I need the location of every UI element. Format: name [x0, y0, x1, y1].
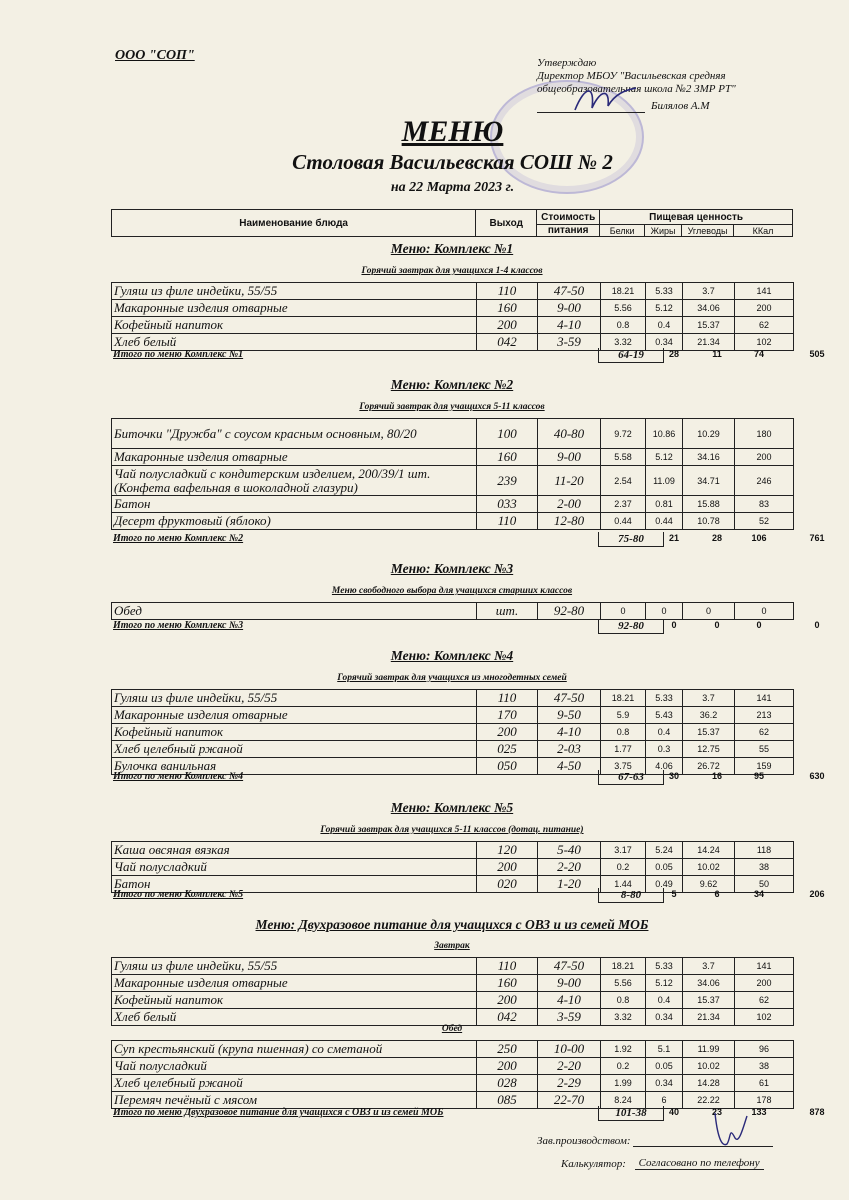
- dish-price: 9-00: [538, 449, 601, 466]
- total-proteins: 5: [671, 889, 677, 899]
- dish-price: 2-29: [538, 1075, 601, 1092]
- menu-table: [111, 282, 794, 351]
- dish-output: 160: [477, 975, 538, 992]
- dish-fats: 4.06: [646, 758, 683, 775]
- dish-proteins: 18.21: [601, 958, 646, 975]
- dish-output: 160: [477, 449, 538, 466]
- total-kcal: 206: [809, 889, 825, 899]
- dish-carbs: 3.7: [683, 958, 735, 975]
- subgroup-title: Горячий завтрак для учащихся 1-4 классов: [361, 266, 543, 276]
- table-row: [112, 300, 794, 317]
- dish-kcal: 55: [735, 741, 794, 758]
- dish-kcal: 102: [735, 1009, 794, 1026]
- dish-carbs: 34.16: [683, 449, 735, 466]
- menu-date: на 22 Марта 2023 г.: [390, 180, 515, 195]
- dish-fats: 0.34: [646, 1009, 683, 1026]
- dish-proteins: 5.56: [601, 975, 646, 992]
- dish-name: Хлеб целебный ржаной: [112, 1075, 477, 1092]
- dish-fats: 0.05: [646, 1058, 683, 1075]
- section-total: [111, 348, 825, 364]
- menu-table: [111, 957, 794, 1026]
- dish-name: Гуляш из филе индейки, 55/55: [112, 958, 477, 975]
- total-label: Итого по меню Комплекс №2: [113, 533, 244, 544]
- dish-fats: 5.12: [646, 975, 683, 992]
- dish-output: 020: [477, 876, 538, 893]
- total-carbs: 74: [753, 349, 764, 359]
- total-kcal: 0: [814, 620, 820, 630]
- dish-fats: 0.81: [646, 496, 683, 513]
- dish-carbs: 14.28: [683, 1075, 735, 1092]
- dish-fats: 10.86: [646, 419, 683, 449]
- header-fats: Жиры: [645, 225, 682, 237]
- dish-carbs: 21.34: [683, 334, 735, 351]
- dish-price: 4-10: [538, 992, 601, 1009]
- dish-name: Батон: [112, 876, 477, 893]
- dish-carbs: 15.37: [683, 992, 735, 1009]
- dish-kcal: 96: [735, 1041, 794, 1058]
- dish-output: 033: [477, 496, 538, 513]
- section-title: Меню: Комплекс №1: [390, 241, 514, 256]
- total-fats: 28: [711, 533, 722, 543]
- dish-kcal: 50: [735, 876, 794, 893]
- dish-output: 200: [477, 317, 538, 334]
- dish-carbs: 10.02: [683, 859, 735, 876]
- dish-price: 2-20: [538, 1058, 601, 1075]
- dish-output: 110: [477, 283, 538, 300]
- dish-carbs: 34.71: [683, 466, 735, 496]
- total-proteins: 28: [668, 349, 679, 359]
- total-sum: 8-80: [598, 888, 664, 903]
- dish-kcal: 62: [735, 724, 794, 741]
- dish-kcal: 38: [735, 1058, 794, 1075]
- dish-kcal: 200: [735, 975, 794, 992]
- dish-carbs: 3.7: [683, 690, 735, 707]
- dish-proteins: 2.54: [601, 466, 646, 496]
- dish-price: 47-50: [538, 958, 601, 975]
- dish-fats: 5.33: [646, 283, 683, 300]
- dish-output: 110: [477, 958, 538, 975]
- total-fats: 16: [711, 771, 722, 781]
- dish-carbs: 12.75: [683, 741, 735, 758]
- total-kcal: 505: [809, 349, 825, 359]
- dish-output: 200: [477, 992, 538, 1009]
- dish-fats: 0.4: [646, 317, 683, 334]
- subgroup-title: Завтрак: [434, 941, 470, 951]
- page-title: МЕНЮ: [401, 115, 504, 148]
- table-row: [112, 513, 794, 530]
- dish-carbs: 15.88: [683, 496, 735, 513]
- dish-proteins: 2.37: [601, 496, 646, 513]
- dish-price: 3-59: [538, 334, 601, 351]
- dish-kcal: 141: [735, 283, 794, 300]
- dish-price: 47-50: [538, 283, 601, 300]
- table-header: [111, 209, 793, 237]
- dish-fats: 5.33: [646, 958, 683, 975]
- total-sum: 101-38: [598, 1106, 664, 1121]
- total-label: Итого по меню Комплекс №4: [113, 771, 244, 782]
- table-row: [112, 842, 794, 859]
- dish-carbs: 10.29: [683, 419, 735, 449]
- subgroup-title: Обед: [441, 1024, 463, 1034]
- menu-table: [111, 689, 794, 775]
- section-title: Меню: Комплекс №5: [390, 800, 514, 815]
- dish-carbs: 34.06: [683, 300, 735, 317]
- dish-fats: 0.49: [646, 876, 683, 893]
- dish-name: Биточки "Дружба" с соусом красным основным, 80/20: [112, 419, 477, 449]
- dish-price: 9-00: [538, 975, 601, 992]
- dish-price: 5-40: [538, 842, 601, 859]
- dish-proteins: 3.32: [601, 1009, 646, 1026]
- dish-price: 4-50: [538, 758, 601, 775]
- organization-name: ООО "СОП": [115, 48, 195, 63]
- dish-price: 1-20: [538, 876, 601, 893]
- header-proteins: Белки: [600, 225, 645, 237]
- manager-label: Зав.производством:: [537, 1135, 631, 1147]
- section-total: [111, 619, 820, 635]
- dish-output: шт.: [477, 603, 538, 620]
- dish-proteins: 3.17: [601, 842, 646, 859]
- dish-fats: 5.12: [646, 449, 683, 466]
- dish-carbs: 15.37: [683, 317, 735, 334]
- dish-carbs: 9.62: [683, 876, 735, 893]
- dish-output: 100: [477, 419, 538, 449]
- dish-output: 110: [477, 690, 538, 707]
- dish-kcal: 38: [735, 859, 794, 876]
- dish-price: 22-70: [538, 1092, 601, 1109]
- dish-kcal: 178: [735, 1092, 794, 1109]
- dish-proteins: 0.8: [601, 317, 646, 334]
- page-subtitle: Столовая Васильевская СОШ № 2: [292, 150, 613, 174]
- dish-kcal: 141: [735, 958, 794, 975]
- total-sum: 67-63: [598, 770, 664, 785]
- table-row: [112, 1058, 794, 1075]
- total-kcal: 630: [809, 771, 825, 781]
- manager-signature: [705, 1108, 755, 1153]
- subgroup-title: Горячий завтрак для учащихся 5-11 классов (дотац. питание): [320, 825, 584, 835]
- dish-carbs: 10.02: [683, 1058, 735, 1075]
- dish-fats: 0.34: [646, 334, 683, 351]
- dish-proteins: 0.8: [601, 992, 646, 1009]
- menu-table: [111, 841, 794, 893]
- dish-kcal: 83: [735, 496, 794, 513]
- dish-fats: 0.44: [646, 513, 683, 530]
- dish-fats: 0.34: [646, 1075, 683, 1092]
- dish-name: Кофейный напиток: [112, 992, 477, 1009]
- dish-price: 9-50: [538, 707, 601, 724]
- dish-name: Чай полусладкий: [112, 859, 477, 876]
- dish-proteins: 0.44: [601, 513, 646, 530]
- total-fats: 11: [712, 349, 722, 359]
- dish-carbs: 21.34: [683, 1009, 735, 1026]
- total-carbs: 133: [751, 1107, 767, 1117]
- table-row: [112, 1041, 794, 1058]
- dish-output: 042: [477, 334, 538, 351]
- dish-proteins: 3.75: [601, 758, 646, 775]
- dish-proteins: 5.56: [601, 300, 646, 317]
- dish-output: 239: [477, 466, 538, 496]
- dish-proteins: 3.32: [601, 334, 646, 351]
- dish-output: 170: [477, 707, 538, 724]
- total-fats: 6: [714, 889, 720, 899]
- section-title: Меню: Комплекс №2: [390, 377, 514, 392]
- dish-price: 10-00: [538, 1041, 601, 1058]
- dish-price: 3-59: [538, 1009, 601, 1026]
- dish-kcal: 213: [735, 707, 794, 724]
- dish-kcal: 102: [735, 334, 794, 351]
- header-cost-sub: питания: [537, 225, 600, 237]
- dish-carbs: 14.24: [683, 842, 735, 859]
- header-output: Выход: [476, 210, 537, 237]
- dish-fats: 0.4: [646, 992, 683, 1009]
- dish-fats: 5.43: [646, 707, 683, 724]
- dish-proteins: 1.99: [601, 1075, 646, 1092]
- dish-name: Хлеб целебный ржаной: [112, 741, 477, 758]
- dish-kcal: 200: [735, 449, 794, 466]
- table-row: [112, 1075, 794, 1092]
- dish-name: Чай полусладкий: [112, 1058, 477, 1075]
- dish-output: 085: [477, 1092, 538, 1109]
- dish-carbs: 34.06: [683, 975, 735, 992]
- dish-proteins: 5.58: [601, 449, 646, 466]
- dish-output: 200: [477, 1058, 538, 1075]
- dish-proteins: 1.77: [601, 741, 646, 758]
- dish-name: Макаронные изделия отварные: [112, 300, 477, 317]
- approver-name: Билялов А.М: [651, 100, 710, 112]
- table-row: [112, 741, 794, 758]
- dish-fats: 5.33: [646, 690, 683, 707]
- dish-fats: 5.24: [646, 842, 683, 859]
- dish-name: Перемяч печёный с мясом: [112, 1092, 477, 1109]
- dish-proteins: 0.2: [601, 859, 646, 876]
- table-row: [112, 859, 794, 876]
- dish-name: Макаронные изделия отварные: [112, 449, 477, 466]
- dish-kcal: 246: [735, 466, 794, 496]
- table-row: [112, 690, 794, 707]
- table-row: [112, 283, 794, 300]
- section-title: Меню: Двухразовое питание для учащихся с ОВЗ и из семей МОБ: [255, 917, 649, 932]
- subgroup-title: Горячий завтрак для учащихся из многодетных семей: [337, 673, 567, 683]
- dish-proteins: 0.2: [601, 1058, 646, 1075]
- dish-kcal: 52: [735, 513, 794, 530]
- dish-kcal: 62: [735, 317, 794, 334]
- subgroup-title: Горячий завтрак для учащихся 5-11 классов: [359, 402, 545, 412]
- dish-kcal: 62: [735, 992, 794, 1009]
- total-proteins: 40: [668, 1107, 679, 1117]
- dish-proteins: 1.44: [601, 876, 646, 893]
- total-carbs: 106: [751, 533, 767, 543]
- dish-kcal: 0: [735, 603, 794, 620]
- dish-carbs: 36.2: [683, 707, 735, 724]
- total-kcal: 878: [809, 1107, 825, 1117]
- table-row: [112, 724, 794, 741]
- dish-output: 200: [477, 724, 538, 741]
- dish-name: Гуляш из филе индейки, 55/55: [112, 690, 477, 707]
- dish-name: Десерт фруктовый (яблоко): [112, 513, 477, 530]
- total-label: Итого по меню Двухразовое питание для учащихся с ОВЗ и из семей МОБ: [113, 1107, 444, 1118]
- total-proteins: 21: [668, 533, 679, 543]
- dish-kcal: 180: [735, 419, 794, 449]
- dish-output: 200: [477, 859, 538, 876]
- dish-proteins: 0.8: [601, 724, 646, 741]
- dish-name: Гуляш из филе индейки, 55/55: [112, 283, 477, 300]
- dish-fats: 11.09: [646, 466, 683, 496]
- table-row: [112, 419, 794, 449]
- total-fats: 0: [714, 620, 720, 630]
- total-sum: 75-80: [598, 532, 664, 547]
- calculator-value: Согласовано по телефону: [635, 1157, 764, 1170]
- dish-kcal: 61: [735, 1075, 794, 1092]
- dish-price: 2-03: [538, 741, 601, 758]
- dish-proteins: 5.9: [601, 707, 646, 724]
- dish-price: 12-80: [538, 513, 601, 530]
- dish-fats: 0.4: [646, 724, 683, 741]
- header-nutrition: Пищевая ценность: [600, 210, 793, 225]
- dish-name: Кофейный напиток: [112, 317, 477, 334]
- dish-output: 025: [477, 741, 538, 758]
- dish-price: 4-10: [538, 317, 601, 334]
- total-fats: 23: [711, 1107, 722, 1117]
- dish-name: Батон: [112, 496, 477, 513]
- dish-carbs: 10.78: [683, 513, 735, 530]
- dish-kcal: 159: [735, 758, 794, 775]
- table-row: [112, 1009, 794, 1026]
- section-total: [111, 1106, 825, 1122]
- dish-price: 2-00: [538, 496, 601, 513]
- menu-table: [111, 602, 794, 620]
- dish-fats: 6: [646, 1092, 683, 1109]
- table-row: [112, 707, 794, 724]
- table-row: [112, 958, 794, 975]
- dish-fats: 5.1: [646, 1041, 683, 1058]
- header-name: Наименование блюда: [112, 210, 476, 237]
- dish-kcal: 141: [735, 690, 794, 707]
- dish-carbs: 22.22: [683, 1092, 735, 1109]
- table-row: [112, 603, 794, 620]
- dish-name: Макаронные изделия отварные: [112, 975, 477, 992]
- dish-price: 40-80: [538, 419, 601, 449]
- dish-fats: 0.05: [646, 859, 683, 876]
- total-label: Итого по меню Комплекс №3: [113, 620, 244, 631]
- dish-carbs: 26.72: [683, 758, 735, 775]
- dish-name: Суп крестьянский (крупа пшенная) со сметаной: [112, 1041, 477, 1058]
- total-label: Итого по меню Комплекс №1: [113, 349, 244, 360]
- dish-proteins: 9.72: [601, 419, 646, 449]
- section-title: Меню: Комплекс №3: [390, 561, 514, 576]
- total-label: Итого по меню Комплекс №5: [113, 889, 244, 900]
- calculator: [561, 1157, 764, 1170]
- director-signature: [570, 80, 640, 116]
- table-row: [112, 496, 794, 513]
- section-total: [111, 888, 825, 904]
- dish-carbs: 0: [683, 603, 735, 620]
- dish-kcal: 200: [735, 300, 794, 317]
- total-proteins: 30: [668, 771, 679, 781]
- dish-name: Хлеб белый: [112, 334, 477, 351]
- dish-output: 028: [477, 1075, 538, 1092]
- dish-name: Макаронные изделия отварные: [112, 707, 477, 724]
- menu-table: [111, 418, 794, 530]
- dish-proteins: 18.21: [601, 690, 646, 707]
- dish-fats: 5.12: [646, 300, 683, 317]
- total-carbs: 34: [753, 889, 764, 899]
- dish-name: Каша овсяная вязкая: [112, 842, 477, 859]
- dish-proteins: 8.24: [601, 1092, 646, 1109]
- total-proteins: 0: [671, 620, 677, 630]
- table-row: [112, 449, 794, 466]
- dish-name: Булочка ванильная: [112, 758, 477, 775]
- approval-line: общеобразовательная школа №2 ЗМР РТ": [537, 83, 736, 95]
- total-sum: 64-19: [598, 348, 664, 363]
- dish-output: 250: [477, 1041, 538, 1058]
- dish-output: 042: [477, 1009, 538, 1026]
- total-carbs: 0: [756, 620, 762, 630]
- menu-table: [111, 1040, 794, 1109]
- subgroup-title: Меню свободного выбора для учащихся старших классов: [331, 586, 573, 596]
- dish-output: 160: [477, 300, 538, 317]
- table-row: [112, 992, 794, 1009]
- dish-name: Обед: [112, 603, 477, 620]
- dish-output: 120: [477, 842, 538, 859]
- total-kcal: 761: [809, 533, 825, 543]
- dish-name: Чай полусладкий с кондитерским изделием, 200/39/1 шт. (Конфета вафельная в шоколадной глазури): [112, 466, 477, 496]
- dish-name: Кофейный напиток: [112, 724, 477, 741]
- total-carbs: 95: [753, 771, 764, 781]
- dish-price: 2-20: [538, 859, 601, 876]
- header-carbs: Углеводы: [682, 225, 734, 237]
- header-cost: Стоимость: [537, 210, 600, 225]
- dish-carbs: 15.37: [683, 724, 735, 741]
- table-row: [112, 975, 794, 992]
- dish-proteins: 0: [601, 603, 646, 620]
- dish-proteins: 18.21: [601, 283, 646, 300]
- header-kcal: ККал: [734, 225, 793, 237]
- dish-price: 9-00: [538, 300, 601, 317]
- dish-price: 11-20: [538, 466, 601, 496]
- dish-carbs: 3.7: [683, 283, 735, 300]
- dish-price: 4-10: [538, 724, 601, 741]
- dish-output: 050: [477, 758, 538, 775]
- table-row: [112, 317, 794, 334]
- approval-line: Утверждаю: [537, 57, 597, 69]
- section-title: Меню: Комплекс №4: [390, 648, 514, 663]
- total-sum: 92-80: [598, 619, 664, 634]
- dish-price: 92-80: [538, 603, 601, 620]
- dish-output: 110: [477, 513, 538, 530]
- dish-proteins: 1.92: [601, 1041, 646, 1058]
- dish-carbs: 11.99: [683, 1041, 735, 1058]
- dish-kcal: 118: [735, 842, 794, 859]
- section-total: [111, 770, 825, 786]
- dish-fats: 0: [646, 603, 683, 620]
- dish-price: 47-50: [538, 690, 601, 707]
- section-total: [111, 532, 825, 548]
- calculator-label: Калькулятор:: [561, 1158, 626, 1170]
- approval-line: Директор МБОУ "Васильевская средняя: [537, 70, 726, 82]
- dish-fats: 0.3: [646, 741, 683, 758]
- table-row: [112, 466, 794, 496]
- dish-name: Хлеб белый: [112, 1009, 477, 1026]
